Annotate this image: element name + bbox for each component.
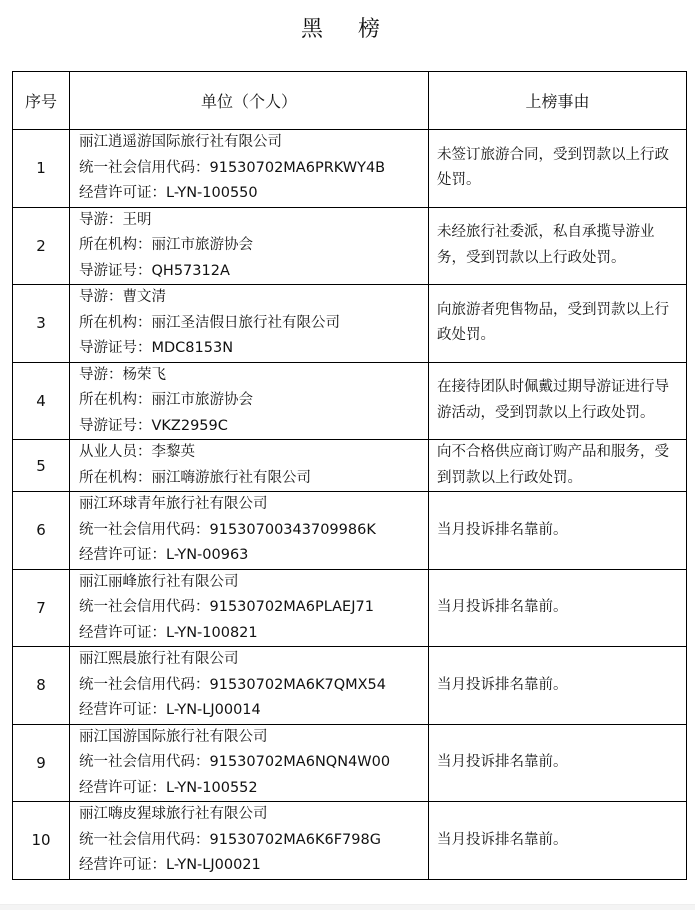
unit-cell [70,207,429,285]
row-number: 5 [13,440,70,492]
unit-line: 经营许可证：L-YN-LJ00014 [79,702,261,718]
unit-line: 经营许可证：L-YN-LJ00021 [79,857,261,873]
unit-cell [70,492,429,570]
unit-line: 导游证号：MDC8153N [79,340,234,356]
unit-line: 导游证号：QH57312A [79,262,230,279]
unit-line: 统一社会信用代码：91530702MA6K6F798G [79,831,381,848]
unit-line: 所在机构：丽江圣洁假日旅行社有限公司 [79,314,340,331]
row-number: 10 [13,802,70,880]
unit-line: 经营许可证：L-YN-100552 [79,779,258,796]
unit-cell [70,285,429,363]
table-row [13,802,687,880]
table-row [13,647,687,725]
table-row [13,492,687,570]
reason-cell: 未签订旅游合同，受到罚款以上行政处罚。 [429,130,687,208]
unit-cell [70,569,429,647]
unit-line: 丽江逍遥游国际旅行社有限公司 [79,134,282,150]
unit-line: 统一社会信用代码：91530702MA6K7QMX54 [79,676,386,693]
row-number: 1 [13,130,70,208]
unit-line: 所在机构：丽江市旅游协会 [79,392,253,408]
header-unit: 单位（个人） [70,72,429,130]
reason-cell: 向不合格供应商订购产品和服务，受到罚款以上行政处罚。 [429,440,687,492]
unit-line: 导游：王明 [79,211,152,228]
reason-cell: 向旅游者兜售物品，受到罚款以上行政处罚。 [429,285,687,363]
unit-line: 丽江环球青年旅行社有限公司 [79,496,268,512]
blacklist-table [12,71,687,880]
row-number: 2 [13,207,70,285]
unit-line: 经营许可证：L-YN-100821 [79,624,258,641]
unit-cell [70,440,429,492]
row-number: 8 [13,647,70,725]
table-row [13,440,687,492]
unit-line: 统一社会信用代码：91530702MA6PLAEJ71 [79,599,374,615]
unit-line: 导游证号：VKZ2959C [79,417,228,434]
row-number: 4 [13,362,70,440]
reason-cell: 当月投诉排名靠前。 [429,802,687,880]
reason-cell: 在接待团队时佩戴过期导游证进行导游活动，受到罚款以上行政处罚。 [429,362,687,440]
unit-line: 统一社会信用代码：91530702MA6NQN4W00 [79,754,391,770]
header-index: 序号 [13,72,70,130]
header-reason: 上榜事由 [429,72,687,130]
unit-cell [70,130,429,208]
unit-line: 所在机构：丽江嗨游旅行社有限公司 [79,469,311,486]
unit-cell [70,802,429,880]
unit-line: 统一社会信用代码：91530702MA6PRKWY4B [79,159,386,176]
unit-cell [70,647,429,725]
row-number: 7 [13,569,70,647]
table-row [13,569,687,647]
row-number: 3 [13,285,70,363]
table-row [13,207,687,285]
unit-line: 导游：曹文清 [79,289,166,305]
page-bottom-edge [0,904,695,910]
reason-cell: 当月投诉排名靠前。 [429,569,687,647]
unit-line: 经营许可证：L-YN-100550 [79,185,258,201]
unit-cell [70,724,429,802]
table-row [13,130,687,208]
unit-line: 丽江丽峰旅行社有限公司 [79,573,239,590]
unit-line: 所在机构：丽江市旅游协会 [79,237,253,253]
reason-cell: 当月投诉排名靠前。 [429,492,687,570]
unit-line: 丽江嗨皮猩球旅行社有限公司 [79,806,268,822]
reason-cell: 当月投诉排名靠前。 [429,647,687,725]
page-title: 黑 榜 [301,17,394,42]
row-number: 6 [13,492,70,570]
unit-line: 丽江国游国际旅行社有限公司 [79,728,268,745]
table-header-row [13,72,687,130]
reason-cell: 当月投诉排名靠前。 [429,724,687,802]
table-row [13,285,687,363]
unit-line: 统一社会信用代码：91530700343709986K [79,521,376,538]
unit-line: 丽江熙晨旅行社有限公司 [79,651,239,667]
row-number: 9 [13,724,70,802]
unit-cell [70,362,429,440]
unit-line: 导游：杨荣飞 [79,366,166,383]
table-row [13,724,687,802]
table-row [13,362,687,440]
reason-cell: 未经旅行社委派，私自承揽导游业务，受到罚款以上行政处罚。 [429,207,687,285]
unit-line: 从业人员：李黎英 [79,444,195,460]
unit-line: 经营许可证：L-YN-00963 [79,547,249,563]
